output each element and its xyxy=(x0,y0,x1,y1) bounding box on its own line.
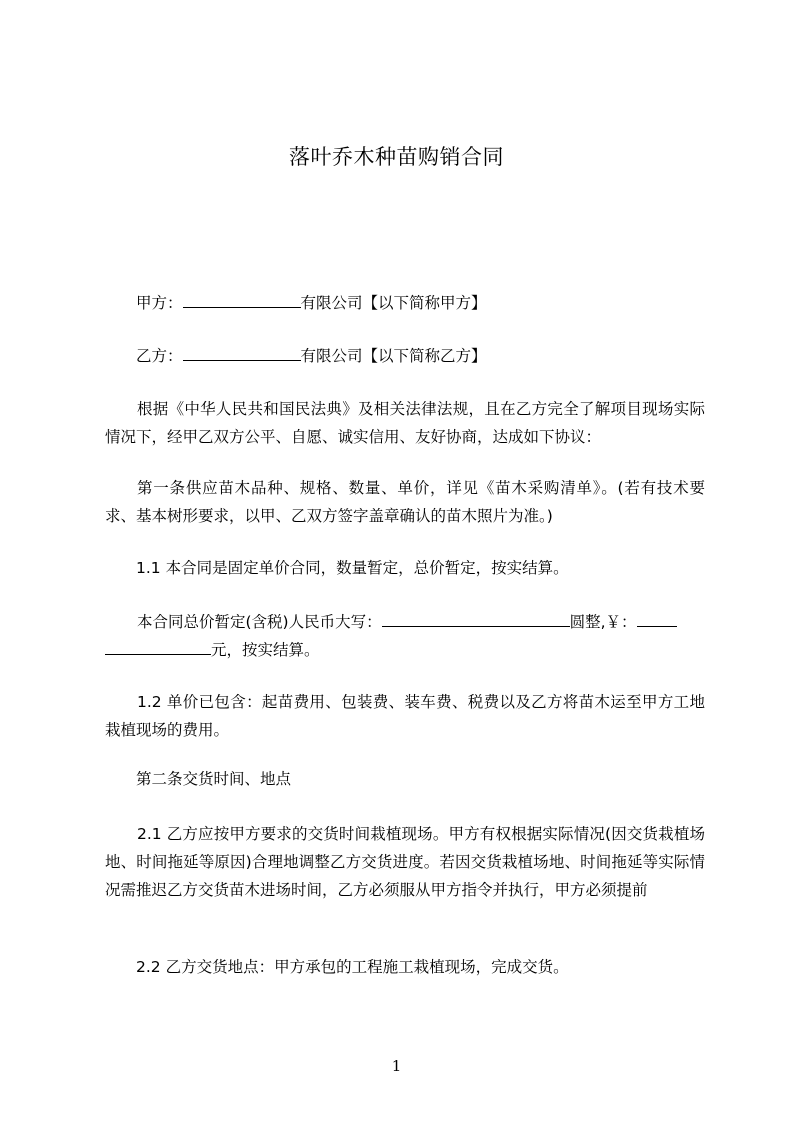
party-a-line xyxy=(136,291,487,313)
price-amount-blank-start xyxy=(637,610,677,627)
total-price-suffix: 元，按实结算。 xyxy=(211,641,320,659)
party-b-blank xyxy=(183,344,301,361)
clause-1-1: 1.1 本合同是固定单价合同，数量暂定，总价暂定，按实结算。 xyxy=(136,559,569,577)
article-2-heading: 第二条交货时间、地点 xyxy=(136,770,292,788)
clause-2-2: 2.2 乙方交货地点：甲方承包的工程施工栽植现场，完成交货。 xyxy=(136,958,569,976)
price-in-words-blank xyxy=(382,610,570,627)
party-b-label: 乙方： xyxy=(136,347,183,365)
document-title: 落叶乔木种苗购销合同 xyxy=(289,145,504,169)
party-a-suffix: 有限公司【以下简称甲方】 xyxy=(300,294,487,312)
party-a-blank xyxy=(183,291,301,308)
total-price-middle: 圆整,￥： xyxy=(569,613,637,631)
total-price-prefix: 本合同总价暂定(含税)人民币大写： xyxy=(137,613,382,631)
party-b-suffix: 有限公司【以下简称乙方】 xyxy=(300,347,487,365)
party-a-label: 甲方： xyxy=(136,294,183,312)
party-b-line xyxy=(136,344,487,366)
article-1-paragraph: 第一条供应苗木品种、规格、数量、单价，详见《苗木采购清单》。(若有技术要求、基本树形要求，以甲、乙双方签字盖章确认的苗木照片为准。) xyxy=(105,479,705,525)
preamble-paragraph: 根据《中华人民共和国民法典》及相关法律法规，且在乙方完全了解项目现场实际情况下，经甲乙双方公平、自愿、诚实信用、友好协商，达成如下协议： xyxy=(105,400,705,446)
page-number: 1 xyxy=(391,1057,402,1075)
price-amount-blank-end xyxy=(105,638,211,655)
total-price-paragraph xyxy=(105,608,705,664)
clause-2-1-paragraph: 2.1 乙方应按甲方要求的交货时间栽植现场。甲方有权根据实际情况(因交货栽植场地、时间拖延等原因)合理地调整乙方交货进度。若因交货栽植场地、时间拖延等实际情况需推迟乙方交货苗木进场时间，乙方必须服从甲方指令并执行，甲方必须提前 xyxy=(105,825,705,899)
clause-1-2-paragraph: 1.2 单价已包含：起苗费用、包装费、装车费、税费以及乙方将苗木运至甲方工地栽植现场的费用。 xyxy=(105,693,705,739)
